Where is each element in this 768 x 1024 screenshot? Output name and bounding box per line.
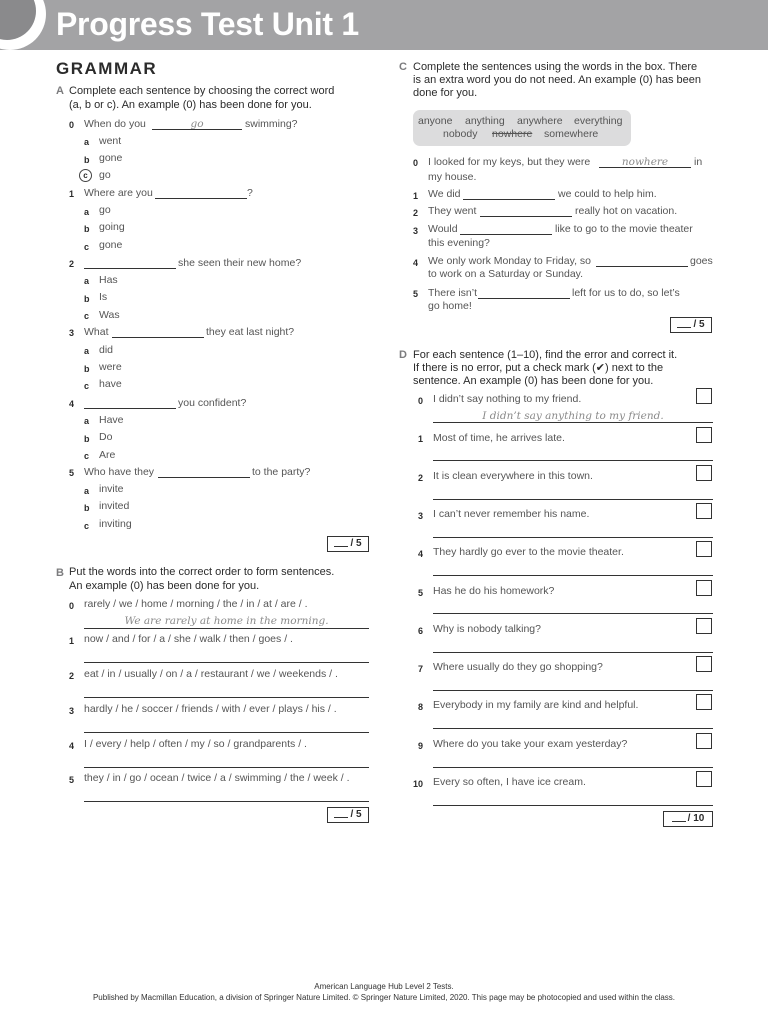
check-box[interactable] [696, 618, 712, 634]
item-number: 9 [418, 741, 424, 751]
check-box[interactable] [696, 733, 712, 749]
answer-blank[interactable] [158, 477, 250, 478]
part-a-instruction-line-2: (a, b or c). An example (0) has been done for you. [69, 99, 312, 111]
item-number: 0 [69, 601, 75, 611]
option-text: have [99, 378, 122, 390]
answer-line [84, 628, 369, 629]
selected-option-circle: c [79, 169, 92, 182]
word-prompt: I / every / help / often / my / so / grandparents / . [84, 738, 307, 750]
item-number: 7 [418, 664, 424, 674]
sentence-text: Everybody in my family are kind and helpful. [433, 699, 639, 711]
sentence-text: It is clean everywhere in this town. [433, 470, 593, 482]
question-text-after: she seen their new home? [178, 257, 302, 269]
part-b-score-box: / 5 [327, 807, 369, 823]
item-number: 0 [413, 158, 419, 168]
option-text: invited [99, 500, 130, 512]
sentence-text: Has he do his homework? [433, 585, 555, 597]
box-word: somewhere [544, 128, 599, 140]
item-number: 2 [69, 671, 75, 681]
sentence-before: We only work Monday to Friday, so [428, 255, 592, 267]
part-d-letter: D [399, 349, 407, 361]
part-d-instruction-line-1: For each sentence (1–10), find the error and correct it. [413, 349, 678, 361]
question-text-after: to the party? [252, 466, 311, 478]
item-number: 5 [413, 289, 419, 299]
option-label: b [84, 364, 90, 374]
handwritten-answer: nowhere [621, 156, 669, 168]
part-a-score-box: / 5 [327, 536, 369, 552]
word-prompt: hardly / he / soccer / friends / with / ever / plays / his / . [84, 703, 337, 715]
check-box[interactable] [696, 465, 712, 481]
part-b-letter: B [56, 567, 64, 579]
sentence-after: in [694, 156, 703, 168]
sentence-text: Most of time, he arrives late. [433, 432, 565, 444]
part-c-instruction-line-1: Complete the sentences using the words in the box. There [413, 61, 698, 73]
option-label: a [84, 137, 90, 147]
answer-blank[interactable] [596, 266, 688, 267]
sentence-after: we could to help him. [558, 188, 657, 200]
word-prompt: rarely / we / home / morning / the / in / at / are / . [84, 598, 308, 610]
sentence-before: There isn’t [428, 287, 478, 299]
question-number: 0 [69, 120, 75, 130]
option-label: a [84, 207, 90, 217]
answer-line[interactable] [433, 575, 713, 576]
part-b-instruction-line-1: Put the words into the correct order to form sentences. [69, 566, 335, 578]
question-text-before: Who have they [84, 466, 155, 478]
answer-blank[interactable] [84, 268, 176, 269]
handwritten-answer: I didn’t say anything to my friend. [482, 410, 664, 422]
check-box[interactable] [696, 771, 712, 787]
handwritten-answer: We are rarely at home in the morning. [124, 615, 329, 627]
question-number: 3 [69, 328, 75, 338]
answer-line[interactable] [433, 805, 713, 806]
option-label: b [84, 503, 90, 513]
part-d-score-box: / 10 [663, 811, 713, 827]
answer-blank[interactable] [84, 408, 176, 409]
option-text: went [99, 135, 122, 147]
answer-line[interactable] [84, 801, 369, 802]
sentence-continued: to work on a Saturday or Sunday. [428, 268, 584, 280]
sentence-continued: go home! [428, 300, 472, 312]
answer-line[interactable] [433, 537, 713, 538]
item-number: 5 [69, 775, 75, 785]
answer-line[interactable] [433, 499, 713, 500]
answer-line[interactable] [433, 728, 713, 729]
option-text: Has [99, 274, 118, 286]
question-text-after: you confident? [178, 397, 247, 409]
sentence-text: I can’t never remember his name. [433, 508, 590, 520]
question-number: 5 [69, 468, 75, 478]
sentence-before: I looked for my keys, but they were [428, 156, 591, 168]
option-label: b [84, 155, 90, 165]
sentence-before: We did [428, 188, 461, 200]
option-text: invite [99, 483, 124, 495]
item-number: 3 [69, 706, 75, 716]
option-text: going [99, 221, 125, 233]
option-label: c [84, 311, 90, 321]
question-number: 2 [69, 259, 75, 269]
option-text: were [99, 361, 122, 373]
item-number: 1 [69, 636, 75, 646]
check-box[interactable] [696, 541, 712, 557]
sentence-text: Every so often, I have ice cream. [433, 776, 586, 788]
option-text: Do [99, 431, 113, 443]
option-text: Are [99, 449, 116, 461]
sentence-before: They went [428, 205, 477, 217]
item-number: 5 [418, 588, 424, 598]
question-text-before: When do you [84, 118, 146, 130]
item-number: 0 [418, 396, 424, 406]
item-number: 4 [418, 549, 424, 559]
option-label: b [84, 224, 90, 234]
sentence-text: Why is nobody talking? [433, 623, 541, 635]
part-b-instruction-line-2: An example (0) has been done for you. [69, 580, 260, 592]
page-title: Progress Test Unit 1 [56, 6, 359, 42]
part-c-score-box: / 5 [670, 317, 712, 333]
question-text-after: ? [247, 187, 253, 199]
question-text-before: What [84, 326, 109, 338]
answer-line[interactable] [433, 613, 713, 614]
option-label: a [84, 346, 90, 356]
option-label: a [84, 276, 90, 286]
part-d-instruction-line-2: If there is no error, put a check mark (✔) next to the [413, 362, 664, 374]
sentence-after: left for us to do, so let’s [572, 287, 680, 299]
answer-blank [599, 167, 691, 168]
option-text: Have [99, 414, 124, 426]
option-text: go [99, 169, 111, 181]
part-c-instruction-line-2: is an extra word you do not need. An example (0) has been [413, 74, 702, 86]
sentence-after: goes [690, 255, 713, 267]
answer-blank[interactable] [463, 199, 555, 200]
section-heading: GRAMMAR [56, 59, 158, 78]
option-label: a [84, 486, 90, 496]
box-word: everything [574, 115, 623, 127]
answer-line[interactable] [433, 690, 713, 691]
part-a-instruction-line-1: Complete each sentence by choosing the correct word [69, 85, 335, 97]
question-number: 4 [69, 399, 75, 409]
check-box[interactable] [696, 427, 712, 443]
word-prompt: now / and / for / a / she / walk / then / goes / . [84, 633, 293, 645]
item-number: 1 [413, 191, 419, 201]
word-prompt: eat / in / usually / on / a / restaurant / we / weekends / . [84, 668, 338, 680]
footer-line-2: Published by Macmillan Education, a division of Springer Nature Limited. © Springer Nature Limited, 2020. This page may be photocopied and used within the class. [92, 993, 676, 1002]
answer-blank[interactable] [112, 337, 204, 338]
answer-blank[interactable] [480, 216, 572, 217]
answer-line[interactable] [84, 662, 369, 663]
sentence-after: really hot on vacation. [575, 205, 678, 217]
answer-line[interactable] [433, 652, 713, 653]
check-box[interactable] [696, 656, 712, 672]
option-label: c [84, 381, 90, 391]
check-box [696, 388, 712, 404]
part-a-letter: A [56, 85, 64, 97]
item-number: 8 [418, 702, 424, 712]
answer-blank[interactable] [460, 234, 552, 235]
question-text-before: Where are you [84, 187, 153, 199]
question-number: 1 [69, 189, 75, 199]
answer-blank[interactable] [478, 298, 570, 299]
item-number: 2 [413, 208, 419, 218]
check-box[interactable] [696, 503, 712, 519]
sentence-text: Where usually do they go shopping? [433, 661, 603, 673]
option-text: Was [99, 309, 120, 321]
item-number: 1 [418, 434, 424, 444]
box-word-struck-through: nowhere [492, 128, 533, 140]
answer-line[interactable] [433, 767, 713, 768]
option-label: c [84, 521, 90, 531]
sentence-text: I didn’t say nothing to my friend. [433, 393, 582, 405]
answer-line[interactable] [84, 767, 369, 768]
option-label: b [84, 434, 90, 444]
part-c-letter: C [399, 61, 407, 73]
option-label: b [84, 294, 90, 304]
sentence-after: like to go to the movie theater [555, 223, 693, 235]
item-number: 3 [418, 511, 424, 521]
check-box[interactable] [696, 694, 712, 710]
sentence-continued: my house. [428, 171, 477, 183]
box-word: anywhere [517, 115, 563, 127]
item-number: 4 [69, 741, 75, 751]
answer-line[interactable] [433, 460, 713, 461]
option-label: c [84, 242, 90, 252]
option-text: did [99, 344, 114, 356]
option-text: gone [99, 239, 123, 251]
sentence-continued: this evening? [428, 237, 490, 249]
box-word: anything [465, 115, 505, 127]
answer-line[interactable] [84, 697, 369, 698]
part-d-instruction-line-3: sentence. An example (0) has been done for you. [413, 375, 654, 387]
sentence-text: Where do you take your exam yesterday? [433, 738, 628, 750]
item-number: 10 [413, 779, 424, 789]
option-text: inviting [99, 518, 132, 530]
part-c-instruction-line-3: done for you. [413, 87, 478, 99]
item-number: 3 [413, 226, 419, 236]
box-word: anyone [418, 115, 453, 127]
item-number: 4 [413, 258, 419, 268]
option-text: go [99, 204, 111, 216]
handwritten-answer: go [190, 118, 204, 130]
option-label: c [84, 451, 90, 461]
box-word: nobody [443, 128, 478, 140]
item-number: 2 [418, 473, 424, 483]
option-text: gone [99, 152, 123, 164]
answer-line [433, 422, 713, 423]
footer-line-1: American Language Hub Level 2 Tests. [314, 982, 454, 991]
answer-line[interactable] [84, 732, 369, 733]
word-prompt: they / in / go / ocean / twice / a / swimming / the / week / . [84, 772, 350, 784]
question-text-after: swimming? [245, 118, 298, 130]
answer-blank[interactable] [155, 198, 247, 199]
option-label: a [84, 416, 90, 426]
sentence-before: Would [428, 223, 458, 235]
sentence-text: They hardly go ever to the movie theater. [433, 546, 624, 558]
question-text-after: they eat last night? [206, 326, 295, 338]
check-box[interactable] [696, 580, 712, 596]
item-number: 6 [418, 626, 424, 636]
option-text: Is [99, 291, 108, 303]
